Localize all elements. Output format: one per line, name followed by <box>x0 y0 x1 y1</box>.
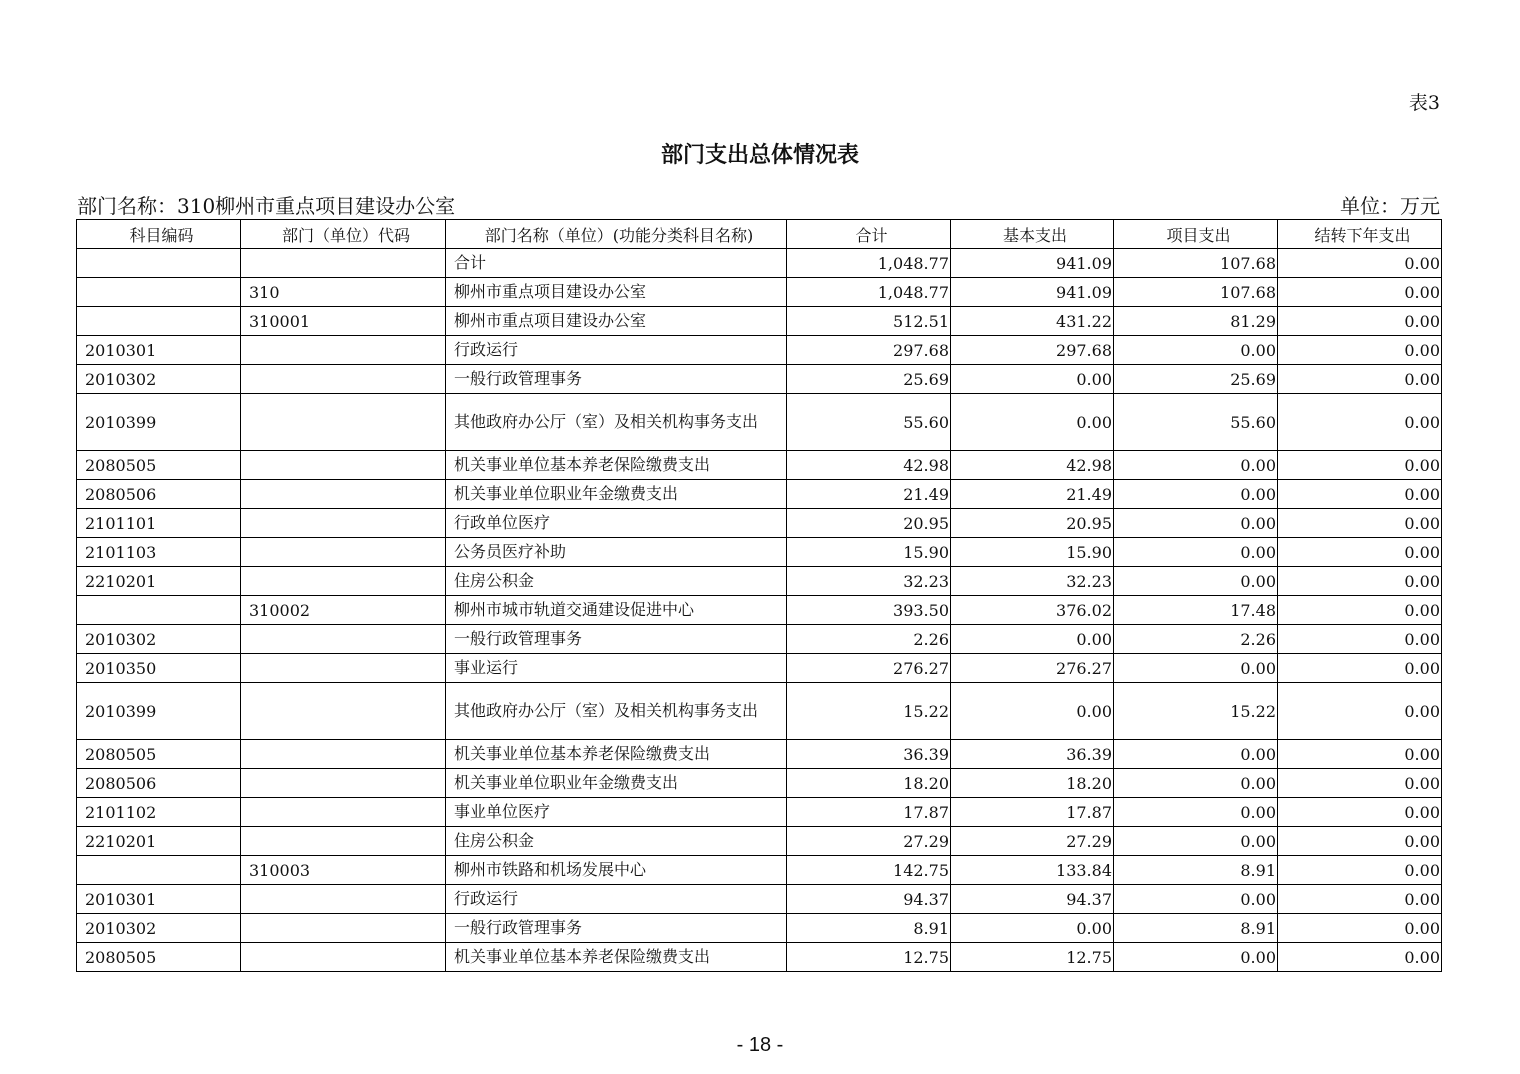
project-expense-cell: 0.00 <box>1114 827 1278 856</box>
subject-code-cell: 2101103 <box>77 538 241 567</box>
carry-forward-cell: 0.00 <box>1278 740 1442 769</box>
name-cell: 事业运行 <box>446 654 787 683</box>
subject-code-cell: 2010302 <box>77 914 241 943</box>
subject-code-cell: 2080505 <box>77 451 241 480</box>
basic-expense-cell: 941.09 <box>951 249 1114 278</box>
basic-expense-cell: 941.09 <box>951 278 1114 307</box>
subject-code-cell <box>77 856 241 885</box>
unit-code-cell <box>241 365 446 394</box>
basic-expense-cell: 297.68 <box>951 336 1114 365</box>
subject-code-cell: 2101101 <box>77 509 241 538</box>
project-expense-cell: 0.00 <box>1114 798 1278 827</box>
carry-forward-cell: 0.00 <box>1278 596 1442 625</box>
project-expense-cell: 0.00 <box>1114 480 1278 509</box>
table-row <box>77 480 1442 509</box>
subject-code-cell: 2210201 <box>77 827 241 856</box>
unit-code-cell <box>241 625 446 654</box>
total-cell: 1,048.77 <box>787 249 951 278</box>
basic-expense-cell: 94.37 <box>951 885 1114 914</box>
total-cell: 20.95 <box>787 509 951 538</box>
name-cell: 机关事业单位职业年金缴费支出 <box>446 769 787 798</box>
basic-expense-cell: 32.23 <box>951 567 1114 596</box>
project-expense-cell: 0.00 <box>1114 451 1278 480</box>
name-cell: 机关事业单位基本养老保险缴费支出 <box>446 451 787 480</box>
total-cell: 21.49 <box>787 480 951 509</box>
project-expense-cell: 2.26 <box>1114 625 1278 654</box>
table-row <box>77 683 1442 740</box>
unit-code-cell <box>241 480 446 509</box>
table-row <box>77 394 1442 451</box>
page-title: 部门支出总体情况表 <box>660 143 859 168</box>
unit-code-cell <box>241 885 446 914</box>
project-expense-cell: 0.00 <box>1114 538 1278 567</box>
project-expense-cell: 8.91 <box>1114 914 1278 943</box>
subject-code-cell <box>77 596 241 625</box>
name-cell: 机关事业单位职业年金缴费支出 <box>446 480 787 509</box>
basic-expense-cell: 0.00 <box>951 914 1114 943</box>
basic-expense-cell: 12.75 <box>951 943 1114 972</box>
carry-forward-cell: 0.00 <box>1278 336 1442 365</box>
project-expense-cell: 15.22 <box>1114 683 1278 740</box>
table-row <box>77 307 1442 336</box>
total-cell: 18.20 <box>787 769 951 798</box>
unit-code-cell <box>241 914 446 943</box>
basic-expense-cell: 0.00 <box>951 625 1114 654</box>
name-cell: 公务员医疗补助 <box>446 538 787 567</box>
unit-code-cell <box>241 740 446 769</box>
project-expense-cell: 107.68 <box>1114 249 1278 278</box>
project-expense-cell: 81.29 <box>1114 307 1278 336</box>
table-row <box>77 798 1442 827</box>
carry-forward-cell: 0.00 <box>1278 249 1442 278</box>
basic-expense-cell: 42.98 <box>951 451 1114 480</box>
carry-forward-cell: 0.00 <box>1278 278 1442 307</box>
carry-forward-cell: 0.00 <box>1278 538 1442 567</box>
total-cell: 36.39 <box>787 740 951 769</box>
basic-expense-cell: 376.02 <box>951 596 1114 625</box>
name-cell: 柳州市城市轨道交通建设促进中心 <box>446 596 787 625</box>
name-cell: 行政单位医疗 <box>446 509 787 538</box>
carry-forward-cell: 0.00 <box>1278 625 1442 654</box>
table-row <box>77 336 1442 365</box>
unit-code-cell <box>241 509 446 538</box>
subject-code-cell: 2010302 <box>77 365 241 394</box>
subject-code-cell: 2010301 <box>77 336 241 365</box>
total-cell: 27.29 <box>787 827 951 856</box>
name-cell: 其他政府办公厅（室）及相关机构事务支出 <box>446 394 787 451</box>
column-header: 基本支出 <box>951 220 1114 249</box>
table-row <box>77 856 1442 885</box>
total-cell: 94.37 <box>787 885 951 914</box>
carry-forward-cell: 0.00 <box>1278 509 1442 538</box>
project-expense-cell: 25.69 <box>1114 365 1278 394</box>
subject-code-cell <box>77 278 241 307</box>
unit-code-cell <box>241 394 446 451</box>
subject-code-cell: 2010399 <box>77 683 241 740</box>
subject-code-cell: 2010350 <box>77 654 241 683</box>
table-row <box>77 278 1442 307</box>
subject-code-cell: 2080505 <box>77 943 241 972</box>
unit-code-cell <box>241 249 446 278</box>
name-cell: 合计 <box>446 249 787 278</box>
unit-code-cell: 310 <box>241 278 446 307</box>
total-cell: 393.50 <box>787 596 951 625</box>
carry-forward-cell: 0.00 <box>1278 798 1442 827</box>
unit-code-cell <box>241 654 446 683</box>
total-cell: 276.27 <box>787 654 951 683</box>
basic-expense-cell: 27.29 <box>951 827 1114 856</box>
unit-code-cell <box>241 336 446 365</box>
unit-code-cell <box>241 798 446 827</box>
basic-expense-cell: 17.87 <box>951 798 1114 827</box>
total-cell: 42.98 <box>787 451 951 480</box>
total-cell: 8.91 <box>787 914 951 943</box>
basic-expense-cell: 133.84 <box>951 856 1114 885</box>
unit-code-cell <box>241 683 446 740</box>
subject-code-cell: 2080506 <box>77 769 241 798</box>
project-expense-cell: 0.00 <box>1114 654 1278 683</box>
carry-forward-cell: 0.00 <box>1278 683 1442 740</box>
unit-code-cell <box>241 567 446 596</box>
page-number: - 18 - <box>736 1034 784 1056</box>
subject-code-cell: 2080506 <box>77 480 241 509</box>
unit-code-cell <box>241 769 446 798</box>
table-body <box>77 249 1442 972</box>
table-row <box>77 625 1442 654</box>
carry-forward-cell: 0.00 <box>1278 365 1442 394</box>
table-row <box>77 567 1442 596</box>
project-expense-cell: 17.48 <box>1114 596 1278 625</box>
total-cell: 15.90 <box>787 538 951 567</box>
table-header-row <box>77 220 1442 249</box>
project-expense-cell: 0.00 <box>1114 943 1278 972</box>
table-row <box>77 451 1442 480</box>
project-expense-cell: 0.00 <box>1114 740 1278 769</box>
name-cell: 柳州市重点项目建设办公室 <box>446 278 787 307</box>
subject-code-cell: 2010301 <box>77 885 241 914</box>
project-expense-cell: 107.68 <box>1114 278 1278 307</box>
name-cell: 一般行政管理事务 <box>446 625 787 654</box>
name-cell: 机关事业单位基本养老保险缴费支出 <box>446 943 787 972</box>
total-cell: 297.68 <box>787 336 951 365</box>
carry-forward-cell: 0.00 <box>1278 394 1442 451</box>
unit-code-cell <box>241 827 446 856</box>
name-cell: 其他政府办公厅（室）及相关机构事务支出 <box>446 683 787 740</box>
name-cell: 柳州市铁路和机场发展中心 <box>446 856 787 885</box>
total-cell: 32.23 <box>787 567 951 596</box>
basic-expense-cell: 20.95 <box>951 509 1114 538</box>
carry-forward-cell: 0.00 <box>1278 827 1442 856</box>
expense-table <box>76 219 1442 972</box>
column-header: 结转下年支出 <box>1278 220 1442 249</box>
column-header: 部门（单位）代码 <box>241 220 446 249</box>
basic-expense-cell: 36.39 <box>951 740 1114 769</box>
table-row <box>77 654 1442 683</box>
subject-code-cell <box>77 307 241 336</box>
unit-code-cell: 310003 <box>241 856 446 885</box>
table-label: 表3 <box>1408 92 1440 114</box>
carry-forward-cell: 0.00 <box>1278 943 1442 972</box>
unit-code-cell <box>241 943 446 972</box>
unit-code-cell: 310001 <box>241 307 446 336</box>
project-expense-cell: 55.60 <box>1114 394 1278 451</box>
basic-expense-cell: 21.49 <box>951 480 1114 509</box>
carry-forward-cell: 0.00 <box>1278 480 1442 509</box>
name-cell: 事业单位医疗 <box>446 798 787 827</box>
carry-forward-cell: 0.00 <box>1278 567 1442 596</box>
table-row <box>77 249 1442 278</box>
carry-forward-cell: 0.00 <box>1278 856 1442 885</box>
carry-forward-cell: 0.00 <box>1278 451 1442 480</box>
name-cell: 住房公积金 <box>446 567 787 596</box>
table-row <box>77 365 1442 394</box>
total-cell: 2.26 <box>787 625 951 654</box>
carry-forward-cell: 0.00 <box>1278 885 1442 914</box>
unit-code-cell <box>241 451 446 480</box>
subject-code-cell: 2101102 <box>77 798 241 827</box>
carry-forward-cell: 0.00 <box>1278 307 1442 336</box>
subject-code-cell: 2210201 <box>77 567 241 596</box>
project-expense-cell: 0.00 <box>1114 885 1278 914</box>
name-cell: 一般行政管理事务 <box>446 365 787 394</box>
project-expense-cell: 0.00 <box>1114 567 1278 596</box>
table-row <box>77 538 1442 567</box>
unit-code-cell <box>241 538 446 567</box>
total-cell: 15.22 <box>787 683 951 740</box>
table-row <box>77 914 1442 943</box>
unit-label: 单位：万元 <box>1340 194 1440 218</box>
basic-expense-cell: 0.00 <box>951 394 1114 451</box>
total-cell: 1,048.77 <box>787 278 951 307</box>
project-expense-cell: 0.00 <box>1114 336 1278 365</box>
basic-expense-cell: 276.27 <box>951 654 1114 683</box>
department-name: 部门名称：310柳州市重点项目建设办公室 <box>77 194 456 218</box>
name-cell: 机关事业单位基本养老保险缴费支出 <box>446 740 787 769</box>
project-expense-cell: 8.91 <box>1114 856 1278 885</box>
project-expense-cell: 0.00 <box>1114 509 1278 538</box>
table-row <box>77 596 1442 625</box>
column-header: 项目支出 <box>1114 220 1278 249</box>
table-row <box>77 769 1442 798</box>
subject-code-cell: 2080505 <box>77 740 241 769</box>
table-row <box>77 827 1442 856</box>
column-header: 科目编码 <box>77 220 241 249</box>
carry-forward-cell: 0.00 <box>1278 914 1442 943</box>
name-cell: 住房公积金 <box>446 827 787 856</box>
column-header: 部门名称（单位）(功能分类科目名称) <box>446 220 787 249</box>
name-cell: 柳州市重点项目建设办公室 <box>446 307 787 336</box>
subject-code-cell: 2010399 <box>77 394 241 451</box>
column-header: 合计 <box>787 220 951 249</box>
table-row <box>77 943 1442 972</box>
project-expense-cell: 0.00 <box>1114 769 1278 798</box>
total-cell: 55.60 <box>787 394 951 451</box>
basic-expense-cell: 18.20 <box>951 769 1114 798</box>
basic-expense-cell: 0.00 <box>951 683 1114 740</box>
total-cell: 17.87 <box>787 798 951 827</box>
name-cell: 一般行政管理事务 <box>446 914 787 943</box>
total-cell: 512.51 <box>787 307 951 336</box>
total-cell: 25.69 <box>787 365 951 394</box>
basic-expense-cell: 15.90 <box>951 538 1114 567</box>
basic-expense-cell: 0.00 <box>951 365 1114 394</box>
table-row <box>77 885 1442 914</box>
subject-code-cell <box>77 249 241 278</box>
unit-code-cell: 310002 <box>241 596 446 625</box>
carry-forward-cell: 0.00 <box>1278 769 1442 798</box>
table-row <box>77 740 1442 769</box>
subject-code-cell: 2010302 <box>77 625 241 654</box>
basic-expense-cell: 431.22 <box>951 307 1114 336</box>
total-cell: 142.75 <box>787 856 951 885</box>
table-row <box>77 509 1442 538</box>
name-cell: 行政运行 <box>446 885 787 914</box>
carry-forward-cell: 0.00 <box>1278 654 1442 683</box>
name-cell: 行政运行 <box>446 336 787 365</box>
total-cell: 12.75 <box>787 943 951 972</box>
